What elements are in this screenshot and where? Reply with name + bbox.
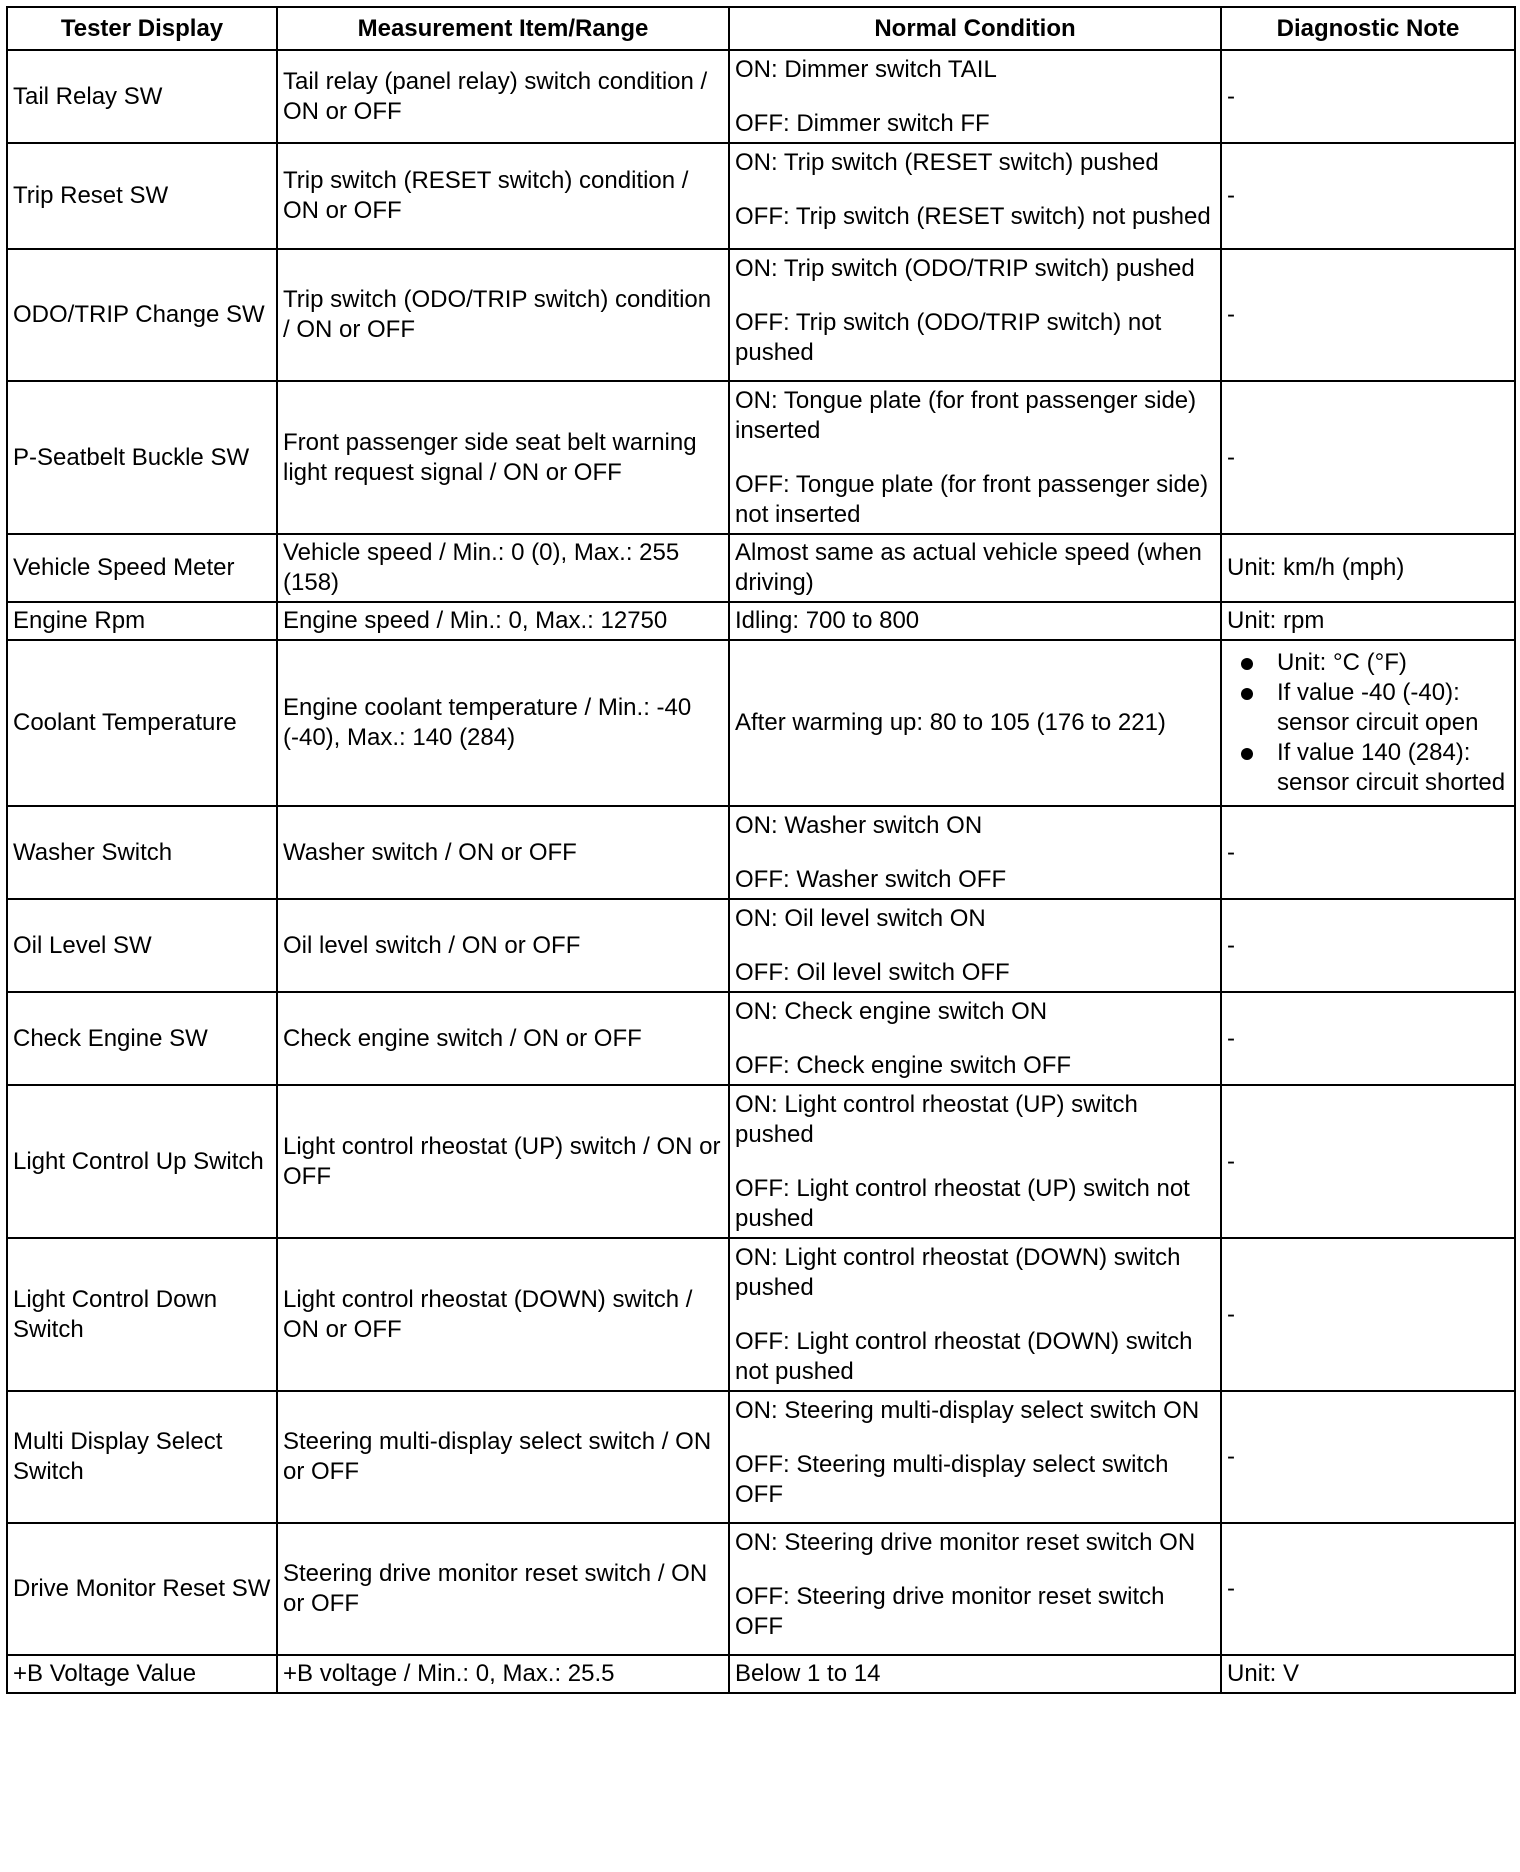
table-row [7,1238,1515,1391]
bullet-icon [1241,748,1253,760]
diagnostic-note-cell: - [1221,992,1515,1085]
bullet-icon [1241,688,1253,700]
tester-display-cell: Multi Display Select Switch [7,1391,277,1523]
diagnostic-note-cell: - [1221,806,1515,899]
condition-off: OFF: Oil level switch OFF [735,959,1010,986]
condition-off: OFF: Light control rheostat (DOWN) switch not pushed [735,1328,1193,1385]
normal-condition-cell [729,899,1221,992]
tester-display-cell: Oil Level SW [7,899,277,992]
tester-display-cell: +B Voltage Value [7,1655,277,1693]
condition-off: OFF: Trip switch (ODO/TRIP switch) not pushed [735,309,1162,366]
measurement-cell: Trip switch (RESET switch) condition / ON or OFF [277,143,729,249]
diagnostic-note-cell: - [1221,1085,1515,1238]
tester-display-cell: Vehicle Speed Meter [7,534,277,602]
measurement-cell: +B voltage / Min.: 0, Max.: 25.5 [277,1655,729,1693]
table-row [7,249,1515,381]
normal-condition-cell [729,143,1221,249]
normal-condition-cell: Almost same as actual vehicle speed (when driving) [729,534,1221,602]
table-row [7,602,1515,640]
data-list-table [6,6,1516,1694]
condition-on: ON: Trip switch (ODO/TRIP switch) pushed [735,255,1195,282]
normal-condition-cell [729,249,1221,381]
measurement-cell: Tail relay (panel relay) switch condition / ON or OFF [277,50,729,143]
condition-off: OFF: Tongue plate (for front passenger side) not inserted [735,471,1209,528]
condition-on: ON: Check engine switch ON [735,998,1048,1025]
note-list-item [1237,738,1509,798]
condition-off: OFF: Steering drive monitor reset switch OFF [735,1583,1165,1640]
normal-condition-cell [729,1238,1221,1391]
table-row [7,143,1515,249]
note-text: Unit: °C (°F) [1277,649,1407,676]
table-row [7,806,1515,899]
diagnostic-note-cell: - [1221,1391,1515,1523]
tester-display-cell: Drive Monitor Reset SW [7,1523,277,1655]
diagnostic-note-cell [1221,640,1515,806]
normal-condition-cell: After warming up: 80 to 105 (176 to 221) [729,640,1221,806]
measurement-cell: Check engine switch / ON or OFF [277,992,729,1085]
tester-display-cell: ODO/TRIP Change SW [7,249,277,381]
condition-off: OFF: Light control rheostat (UP) switch not pushed [735,1175,1190,1232]
tester-display-cell: Light Control Up Switch [7,1085,277,1238]
header-row [7,7,1515,50]
measurement-cell: Steering drive monitor reset switch / ON or OFF [277,1523,729,1655]
table-row [7,534,1515,602]
measurement-cell: Front passenger side seat belt warning light request signal / ON or OFF [277,381,729,534]
note-text: If value -40 (-40): sensor circuit open [1277,679,1479,736]
condition-on: ON: Washer switch ON [735,812,983,839]
condition-off: OFF: Check engine switch OFF [735,1052,1072,1079]
table-row [7,50,1515,143]
tester-display-cell: Coolant Temperature [7,640,277,806]
measurement-cell: Trip switch (ODO/TRIP switch) condition / ON or OFF [277,249,729,381]
condition-on: ON: Steering multi-display select switch ON [735,1397,1200,1424]
table-body [7,50,1515,1693]
normal-condition-cell: Below 1 to 14 [729,1655,1221,1693]
table-row [7,1085,1515,1238]
table-row [7,1655,1515,1693]
note-list [1227,648,1509,798]
tester-display-cell: Check Engine SW [7,992,277,1085]
table-row [7,381,1515,534]
normal-condition-cell [729,806,1221,899]
normal-condition-cell: Idling: 700 to 800 [729,602,1221,640]
normal-condition-cell [729,992,1221,1085]
diagnostic-note-cell: - [1221,899,1515,992]
header-normal-condition: Normal Condition [729,7,1221,50]
measurement-cell: Oil level switch / ON or OFF [277,899,729,992]
diagnostic-note-cell: - [1221,1523,1515,1655]
condition-off: OFF: Trip switch (RESET switch) not pushed [735,203,1211,230]
condition-off: OFF: Washer switch OFF [735,866,1007,893]
measurement-cell: Vehicle speed / Min.: 0 (0), Max.: 255 (158) [277,534,729,602]
normal-condition-cell [729,1085,1221,1238]
measurement-cell: Washer switch / ON or OFF [277,806,729,899]
tester-display-cell: Tail Relay SW [7,50,277,143]
normal-condition-cell [729,381,1221,534]
header-tester-display: Tester Display [7,7,277,50]
note-list-item [1237,678,1509,738]
measurement-cell: Steering multi-display select switch / ON or OFF [277,1391,729,1523]
measurement-cell: Engine coolant temperature / Min.: -40 (-40), Max.: 140 (284) [277,640,729,806]
diagnostic-note-cell: Unit: km/h (mph) [1221,534,1515,602]
condition-on: ON: Steering drive monitor reset switch ON [735,1529,1196,1556]
measurement-cell: Light control rheostat (DOWN) switch / ON or OFF [277,1238,729,1391]
note-text: If value 140 (284): sensor circuit shorted [1277,739,1506,796]
table-header [7,7,1515,50]
diagnostic-note-cell: - [1221,381,1515,534]
condition-on: ON: Oil level switch ON [735,905,986,932]
normal-condition-cell [729,1523,1221,1655]
diagnostic-note-cell: - [1221,1238,1515,1391]
table-row [7,640,1515,806]
table-row [7,992,1515,1085]
diagnostic-note-cell: - [1221,143,1515,249]
normal-condition-cell [729,1391,1221,1523]
header-diagnostic-note: Diagnostic Note [1221,7,1515,50]
condition-on: ON: Dimmer switch TAIL [735,56,997,83]
note-list-item [1237,648,1509,678]
measurement-cell: Engine speed / Min.: 0, Max.: 12750 [277,602,729,640]
table-row [7,1523,1515,1655]
diagnostic-note-cell: Unit: V [1221,1655,1515,1693]
table-row [7,1391,1515,1523]
diagnostic-note-cell: - [1221,50,1515,143]
tester-display-cell: Washer Switch [7,806,277,899]
tester-display-cell: Trip Reset SW [7,143,277,249]
condition-on: ON: Light control rheostat (UP) switch pushed [735,1091,1138,1148]
condition-on: ON: Light control rheostat (DOWN) switch pushed [735,1244,1181,1301]
normal-condition-cell [729,50,1221,143]
tester-display-cell: Light Control Down Switch [7,1238,277,1391]
measurement-cell: Light control rheostat (UP) switch / ON or OFF [277,1085,729,1238]
diagnostic-note-cell: Unit: rpm [1221,602,1515,640]
tester-display-cell: Engine Rpm [7,602,277,640]
tester-display-cell: P-Seatbelt Buckle SW [7,381,277,534]
diagnostic-note-cell: - [1221,249,1515,381]
condition-on: ON: Tongue plate (for front passenger side) inserted [735,387,1197,444]
condition-off: OFF: Steering multi-display select switch OFF [735,1451,1169,1508]
bullet-icon [1241,658,1253,670]
table-row [7,899,1515,992]
condition-on: ON: Trip switch (RESET switch) pushed [735,149,1159,176]
condition-off: OFF: Dimmer switch FF [735,110,990,137]
header-measurement: Measurement Item/Range [277,7,729,50]
